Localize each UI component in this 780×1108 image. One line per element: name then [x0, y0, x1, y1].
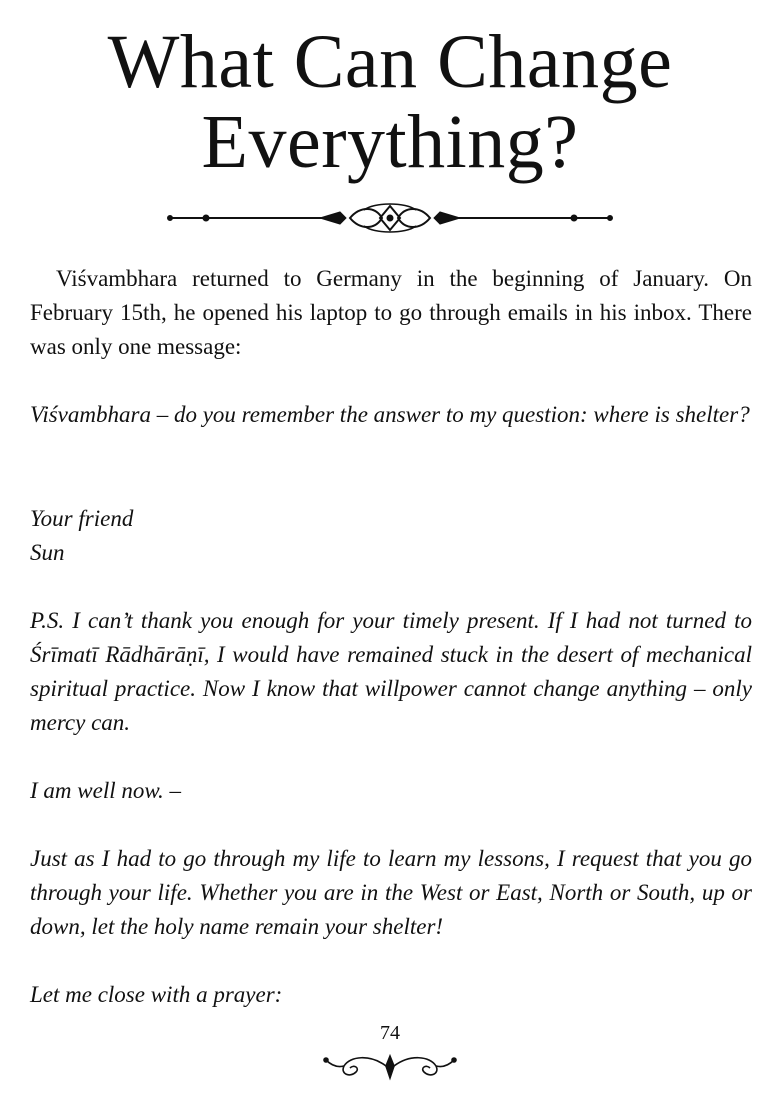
signoff-name: Sun [30, 540, 65, 565]
ornamental-flourish-icon [320, 1050, 460, 1084]
signoff-friend: Your friend [30, 506, 134, 531]
chapter-title-line-1: What Can Change [107, 20, 673, 104]
well-line: I am well now. – [30, 778, 181, 803]
message-paragraph: Viśvambhara – do you remember the answer to my question: where is shelter? [30, 402, 750, 427]
ornamental-divider-icon [160, 198, 620, 238]
postscript-paragraph: P.S. I can’t thank you enough for your timely present. If I had not turned to Śrīmatī Rādhārāṇī, I would have remained stuck in the desert of mechanical spiritual practice. Now I know that willpower cannot change anything – only mercy can. [30, 608, 752, 735]
request-paragraph: Just as I had to go through my life to learn my lessons, I request that you go through your life. Whether you are in the West or East, North or South, up or down, let the holy name remain your shelter! [30, 846, 752, 939]
intro-paragraph: Viśvambhara returned to Germany in the beginning of January. On February 15th, he opened his laptop to go through emails in his inbox. There was only one message: [30, 266, 752, 359]
page-number: 74 [380, 1022, 400, 1044]
close-line: Let me close with a prayer: [30, 982, 283, 1007]
chapter-title [0, 22, 780, 182]
chapter-title-line-2: Everything? [201, 100, 579, 184]
